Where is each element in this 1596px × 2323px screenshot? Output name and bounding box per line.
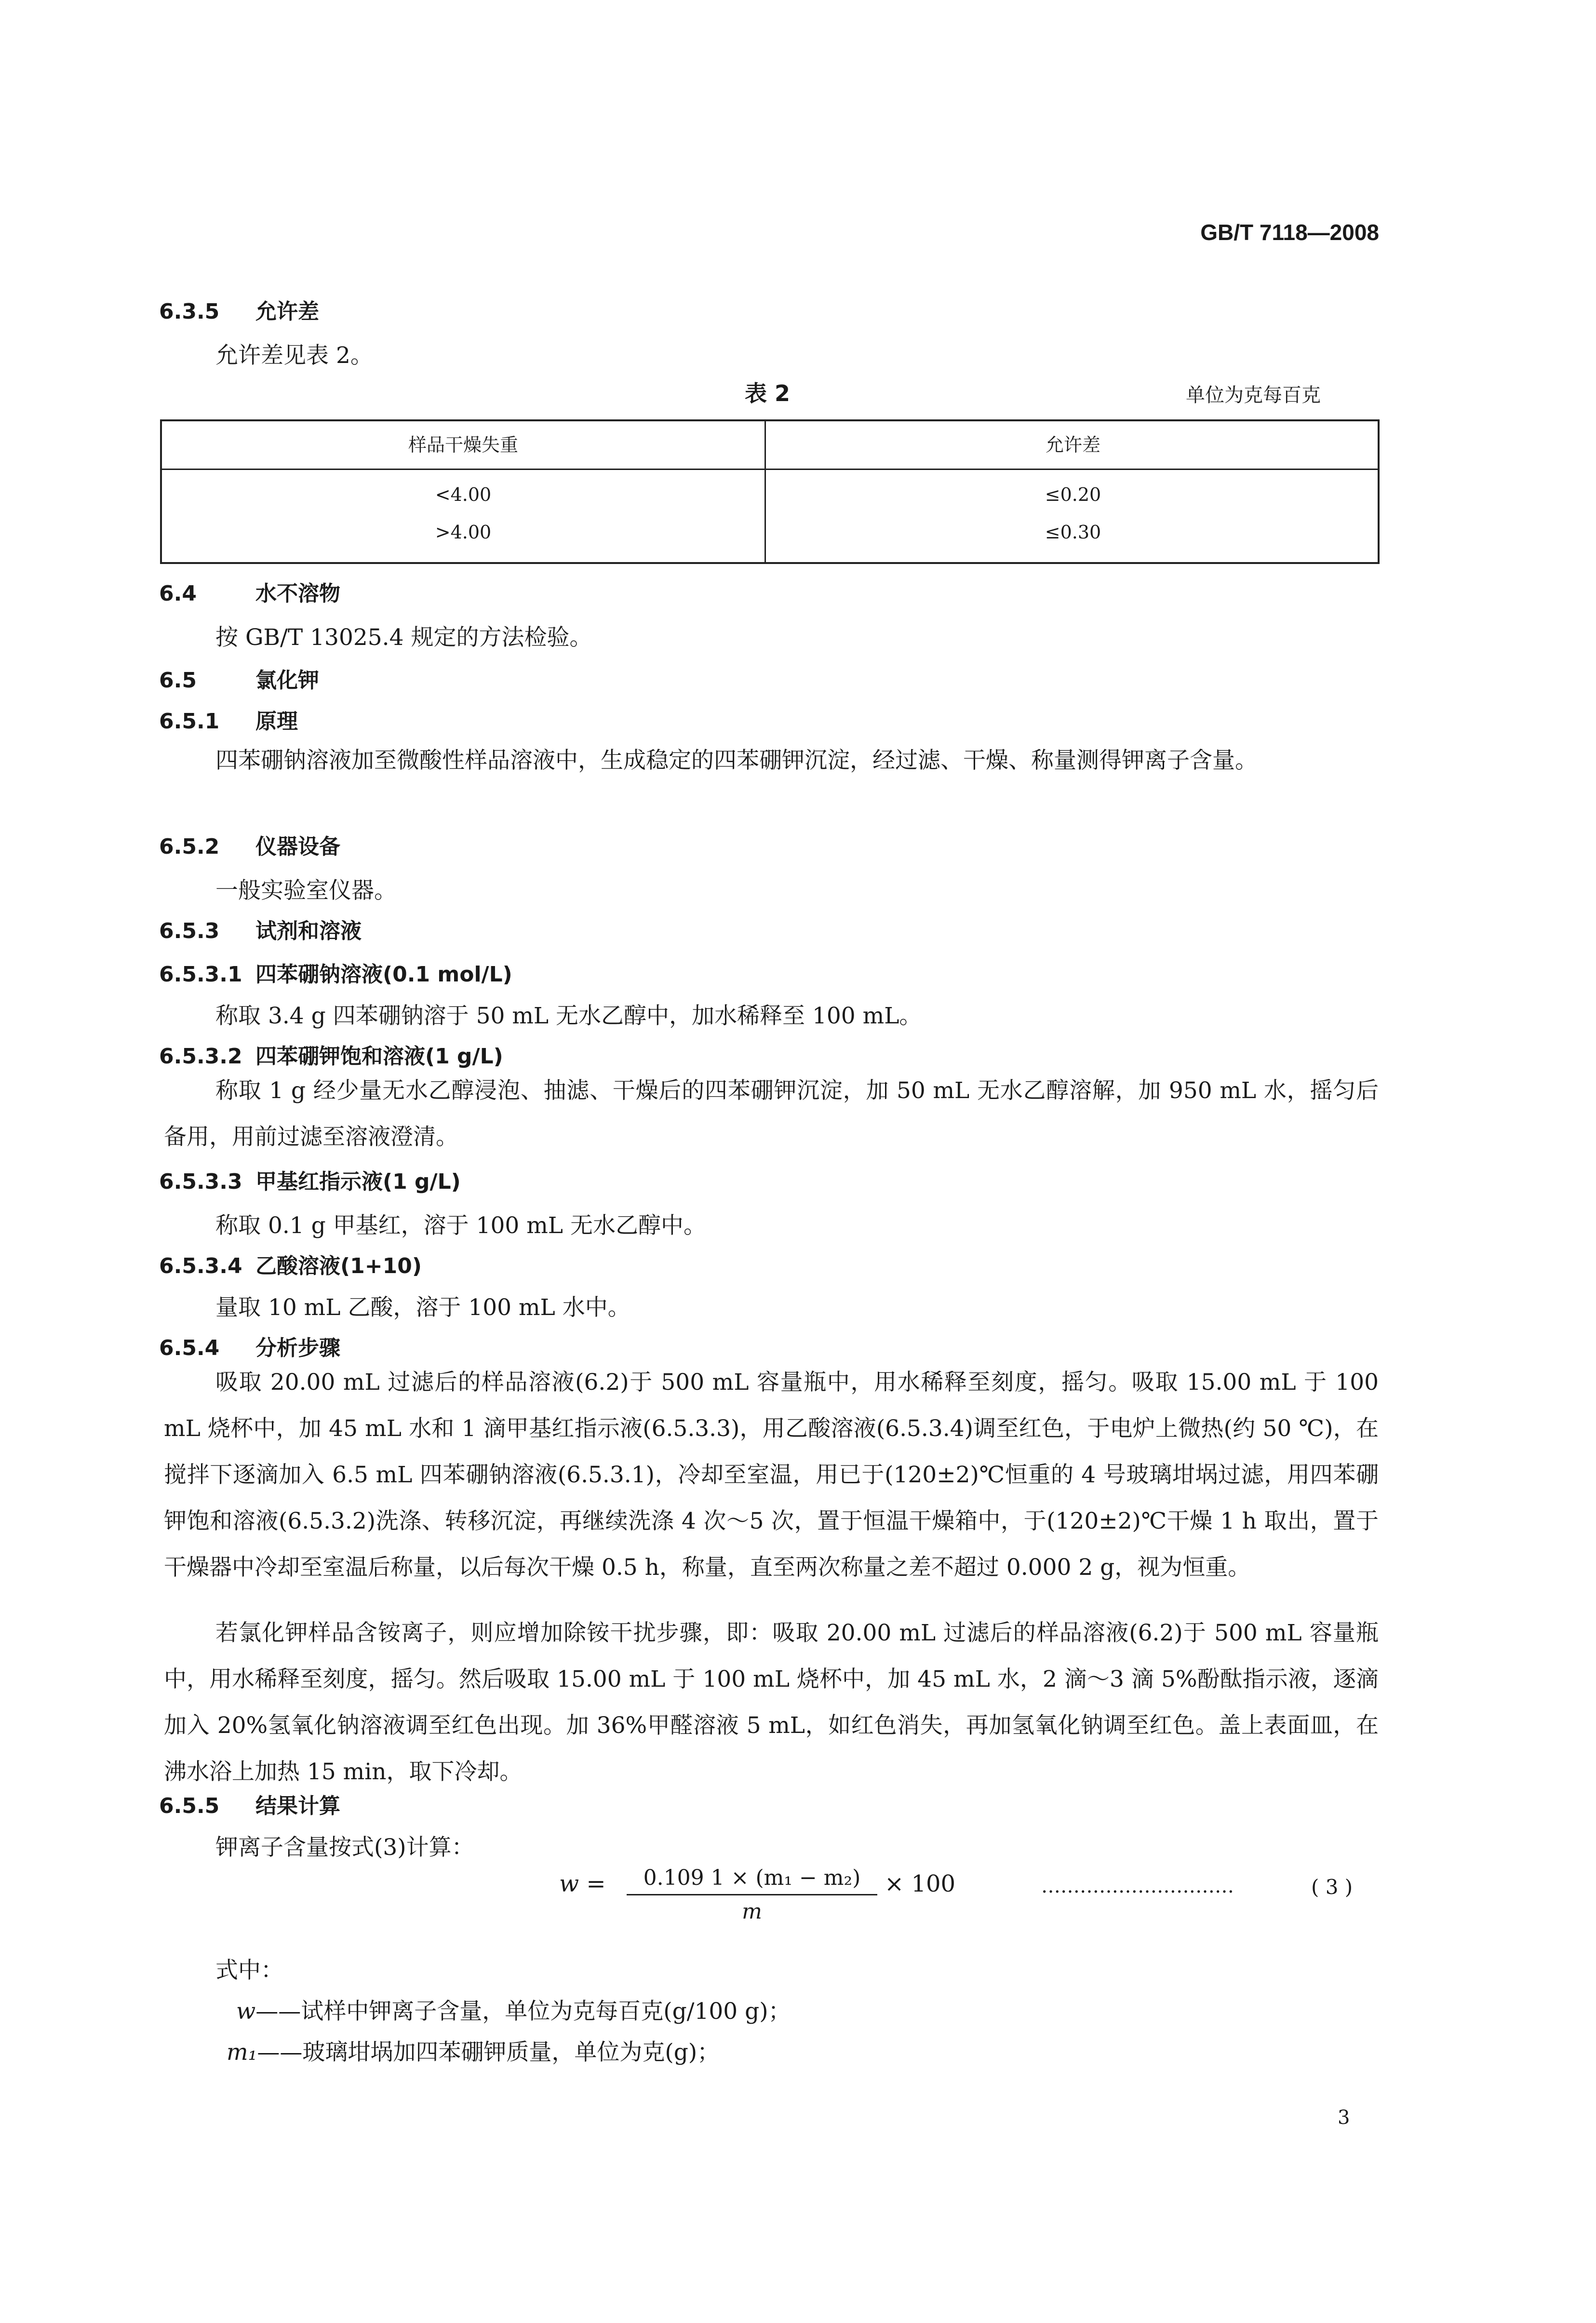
variable-definition: [236, 1993, 791, 2026]
section-number: 6.5.5: [159, 1794, 220, 1818]
section-title: 水不溶物: [255, 581, 340, 606]
table-cell: ≤0.20: [1045, 484, 1101, 505]
table-header-cell: 样品干燥失重: [408, 434, 518, 456]
section-title: 氯化钾: [255, 668, 319, 693]
where-label: 式中：: [215, 1957, 283, 1984]
section-title: 允许差: [255, 299, 319, 324]
page-number: 3: [1338, 2107, 1350, 2129]
section-heading-6-5-4: [159, 1330, 340, 1361]
section-heading-6-5: [159, 663, 319, 694]
section-number: 6.5.3.3: [159, 1169, 242, 1194]
section-number: 6.3.5: [159, 299, 220, 324]
section-heading-6-5-3-3: [159, 1164, 461, 1195]
variable-text: ——试样中钾离子含量，单位为克每百克(g/100 g)；: [255, 1998, 791, 2025]
section-number: 6.5: [159, 668, 197, 693]
formula-denominator: m: [742, 1899, 762, 1924]
table-cell: ≤0.30: [1045, 522, 1101, 543]
table-cell: <4.00: [435, 484, 492, 505]
formula-lhs: w =: [559, 1870, 606, 1897]
section-heading-6-5-3-4: [159, 1249, 422, 1279]
section-number: 6.4: [159, 581, 197, 606]
formula-leader: …………………………: [1041, 1875, 1234, 1897]
document-number: GB/T 7118—2008: [1200, 220, 1379, 245]
section-title: 甲基红指示液(1 g/L): [255, 1169, 461, 1194]
section-title: 试剂和溶液: [255, 919, 362, 943]
section-title: 仪器设备: [255, 834, 340, 859]
paragraph: 称取 0.1 g 甲基红，溶于 100 mL 无水乙醇中。: [215, 1212, 706, 1239]
formula-fraction: [627, 1866, 877, 1924]
formula-label: ( 3 ): [1311, 1875, 1353, 1899]
section-heading-6-5-5: [159, 1788, 340, 1819]
section-number: 6.5.4: [159, 1336, 220, 1360]
paragraph: 称取 3.4 g 四苯硼钠溶于 50 mL 无水乙醇中，加水稀释至 100 mL。: [215, 1003, 922, 1029]
data-table: [160, 419, 1380, 564]
paragraph: 钾离子含量按式(3)计算：: [215, 1834, 474, 1861]
variable-definition: [227, 2034, 720, 2067]
paragraph: 吸取 20.00 mL 过滤后的样品溶液(6.2)于 500 mL 容量瓶中，用水稀释至刻度，摇匀。吸取 15.00 mL 于 100 mL 烧杯中，加 45 mL 水和 1 滴甲基红指示液(6.5.3.3)，用乙酸溶液(6.5.3.4)调至红色，于电炉上微热(约 50 ℃)，在搅拌下逐滴加入 6.5 mL 四苯硼钠溶液(6.5.3.1)，冷却至室温，用已于(120±2)℃恒重的 4 号玻璃坩埚过滤，用四苯硼钾饱和溶液(6.5.3.2)洗涤、转移沉淀，再继续洗涤 4 次～5 次，置于恒温干燥箱中，于(120±2)℃干燥 1 h 取出，置于干燥器中冷却至室温后称量，以后每次干燥 0.5 h，称量，直至两次称量之差不超过 0.000 2 g，视为恒重。: [164, 1369, 1379, 1581]
paragraph: 四苯硼钠溶液加至微酸性样品溶液中，生成稳定的四苯硼钾沉淀，经过滤、干燥、称量测得钾离子含量。: [215, 747, 1258, 774]
paragraph: 若氯化钾样品含铵离子，则应增加除铵干扰步骤，即：吸取 20.00 mL 过滤后的样品溶液(6.2)于 500 mL 容量瓶中，用水稀释至刻度，摇匀。然后吸取 15.00 mL 于 100 mL 烧杯中，加 45 mL 水，2 滴～3 滴 5%酚酞指示液，逐滴加入 20%氢氧化钠溶液调至红色出现。加 36%甲醛溶液 5 mL，如红色消失，再加氢氧化钠调至红色。盖上表面皿，在沸水浴上加热 15 min，取下冷却。: [164, 1620, 1379, 1785]
section-title: 结果计算: [255, 1794, 340, 1818]
section-number: 6.5.3.4: [159, 1254, 242, 1278]
section-number: 6.5.1: [159, 709, 220, 734]
section-title: 四苯硼钠溶液(0.1 mol/L): [255, 962, 512, 987]
paragraph: 称取 1 g 经少量无水乙醇浸泡、抽滤、干燥后的四苯硼钾沉淀，加 50 mL 无水乙醇溶解，加 950 mL 水，摇匀后备用，用前过滤至溶液澄清。: [164, 1077, 1379, 1150]
table-unit: 单位为克每百克: [1186, 384, 1321, 406]
paragraph: 量取 10 mL 乙酸，溶于 100 mL 水中。: [215, 1294, 630, 1321]
variable-text: ——玻璃坩埚加四苯硼钾质量，单位为克(g)；: [257, 2039, 720, 2066]
section-title: 乙酸溶液(1+10): [255, 1254, 422, 1278]
paragraph: 允许差见表 2。: [215, 342, 373, 369]
section-number: 6.5.3: [159, 919, 220, 943]
section-title: 四苯硼钾饱和溶液(1 g/L): [255, 1044, 503, 1069]
variable-symbol: m₁: [227, 2039, 257, 2066]
variable-symbol: w: [236, 1998, 256, 2025]
paragraph: 按 GB/T 13025.4 规定的方法检验。: [215, 624, 592, 651]
section-heading-6-5-3-2: [159, 1039, 503, 1070]
formula-rhs: × 100: [885, 1870, 956, 1897]
section-heading-6-5-2: [159, 829, 340, 860]
section-heading-6-4: [159, 576, 340, 607]
section-title: 分析步骤: [255, 1336, 340, 1360]
section-title: 原理: [255, 709, 298, 734]
paragraph: 一般实验室仪器。: [215, 877, 397, 904]
section-number: 6.5.3.2: [159, 1044, 242, 1069]
section-heading-6-5-3: [159, 913, 362, 944]
section-number: 6.5.3.1: [159, 962, 242, 987]
section-heading-6-5-3-1: [159, 957, 512, 988]
section-number: 6.5.2: [159, 834, 220, 859]
table-cell: >4.00: [435, 522, 492, 543]
table-header-divider: [162, 469, 1378, 470]
section-heading-6-5-1: [159, 704, 298, 735]
formula-numerator: 0.109 1 × (m₁ − m₂): [627, 1866, 877, 1895]
table-header-cell: 允许差: [1045, 434, 1100, 456]
section-heading-6-3-5: [159, 294, 319, 325]
table-caption: 表 2: [745, 380, 791, 406]
